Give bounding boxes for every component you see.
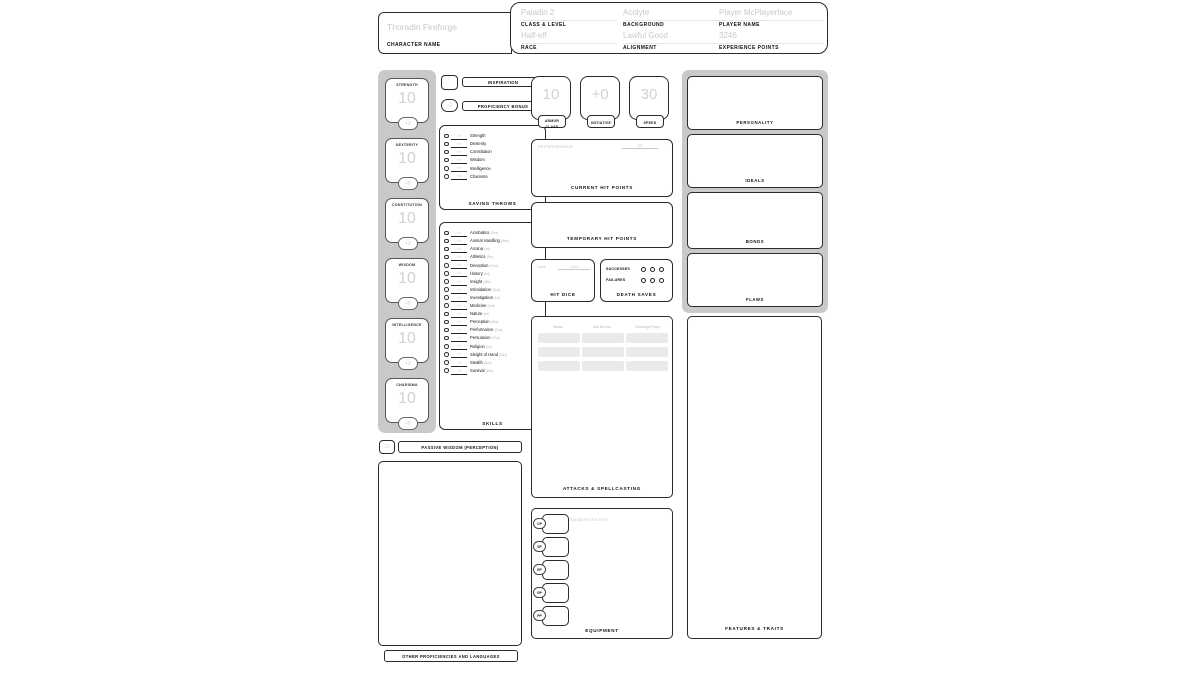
death-save-success-circle[interactable] [641,267,646,272]
saving-throws-section-label: SAVING THROWS [468,201,517,206]
attack-row-name-input[interactable] [538,361,580,371]
ability-constitution-modifier: +0 [398,237,418,250]
skill-name-text: Intimidation [470,286,491,292]
alignment-value: Lawful Good [623,31,668,40]
skill-ability-tag: (Dex) [490,231,499,236]
currency-cp-input[interactable] [542,514,569,534]
currency-ep-label: EP [533,564,546,575]
skill-ability-tag: (Cha) [489,263,498,268]
initiative-value: +0 [591,86,609,103]
skill-modifier: +0 [451,286,467,294]
skill-modifier: +0 [451,342,467,350]
death-save-failure-circle[interactable] [641,278,646,283]
proficiency-dot-icon[interactable] [444,287,449,292]
skill-name-text: Insight [470,278,483,284]
skill-modifier: +0 [451,237,467,245]
proficiency-dot-icon[interactable] [444,134,449,139]
death-saves-successes-label: SUCCESSES [606,267,630,271]
skill-modifier: +0 [451,350,467,358]
temporary-hit-points-label: TEMPORARY HIT POINTS [566,236,638,241]
saving-throw-charisma-label: Charisma [470,173,488,179]
armor-class-label: ARMOR CLASS [538,115,566,128]
skill-modifier: +0 [451,245,467,253]
ability-scores-column [378,70,436,433]
ability-strength-modifier: +0 [398,117,418,130]
skill-row[interactable] [440,326,545,334]
speed-value: 30 [640,86,658,103]
current-hit-points-panel[interactable] [531,139,673,197]
proficiency-dot-icon[interactable] [444,328,449,333]
ability-charisma-modifier: +0 [398,417,418,430]
saving-throw-intelligence-mod: +0 [451,164,467,172]
death-save-success-circle[interactable] [659,267,664,272]
skill-name [470,311,489,316]
initiative-label: INITIATIVE [587,115,615,128]
header-info-panel [510,2,828,54]
death-saves-panel [600,259,673,302]
skill-ability-tag: (Dex) [483,360,492,365]
currency-ep-input[interactable] [542,560,569,580]
equipment-panel [531,508,673,639]
skill-name [470,360,492,365]
skill-ability-tag: (Cha) [491,336,500,341]
skill-name [470,254,493,259]
skill-row[interactable] [440,286,545,294]
ability-intelligence[interactable] [385,318,429,367]
currency-gp-input[interactable] [542,583,569,603]
death-save-failure-circle[interactable] [659,278,664,283]
saving-throw-constitution-mod: +0 [451,148,467,156]
attack-row-damage-input[interactable] [626,347,668,357]
skill-name-text: Religion [470,343,485,349]
proficiency-dot-icon[interactable] [444,295,449,300]
skill-modifier: +0 [451,269,467,277]
ability-charisma[interactable] [385,378,429,427]
field-experience-points[interactable] [719,32,823,51]
armor-class-value: 10 [542,86,560,103]
saving-throw-row[interactable] [440,148,545,156]
proficiency-dot-icon[interactable] [444,303,449,308]
skill-row[interactable] [440,367,545,375]
ability-dexterity-modifier: +0 [398,177,418,190]
saving-throw-dexterity-label: Dexterity [470,141,487,147]
attack-row-atk-bonus-input[interactable] [582,347,624,357]
other-proficiencies-label: OTHER PROFICIENCIES AND LANGUAGES [384,650,518,662]
skill-modifier: +0 [451,253,467,261]
skill-row[interactable] [440,229,545,237]
proficiency-bonus-label: PROFICIENCY BONUS [462,101,544,111]
saving-throw-row[interactable] [440,164,545,172]
field-class-level[interactable] [521,9,617,28]
armor-class-box[interactable] [531,76,571,129]
ability-strength-score[interactable]: 10 [398,90,416,107]
proficiency-dot-icon[interactable] [444,320,449,325]
skill-ability-tag: (Wis) [500,239,509,244]
proficiency-dot-icon[interactable] [444,166,449,171]
passive-perception-value[interactable]: 10 [379,440,395,454]
skill-name-text: Stealth [470,359,483,365]
saving-throw-constitution-label: Constitution [470,149,492,155]
skill-modifier: +0 [451,310,467,318]
ability-dexterity[interactable] [385,138,429,187]
skill-name-text: Sleight of Hand [470,351,498,357]
proficiency-dot-icon[interactable] [444,150,449,155]
trait-ideals[interactable] [687,134,823,188]
ability-strength[interactable] [385,78,429,127]
skill-name [470,327,503,332]
proficiency-dot-icon[interactable] [444,142,449,147]
currency-pp-label: PP [533,610,546,621]
current-hit-points-label: CURRENT HIT POINTS [570,185,634,190]
proficiency-dot-icon[interactable] [444,263,449,268]
race-label: RACE [521,43,617,51]
attack-row-damage-input[interactable] [626,361,668,371]
temporary-hit-points-panel[interactable] [531,202,673,248]
field-alignment[interactable] [623,32,719,51]
skill-name [470,352,507,357]
attacks-spellcasting-label: ATTACKS & SPELLCASTING [562,486,641,491]
skill-name [470,344,492,349]
character-name-value: Thoradin Fireforge [387,22,457,32]
skill-name-text: Acrobatics [470,230,490,236]
trait-bonds-label: BONDS [745,239,765,244]
proficiency-dot-icon[interactable] [444,279,449,284]
ability-intelligence-score[interactable]: 10 [398,330,416,347]
character-sheet [374,0,832,672]
inspiration-label: INSPIRATION [462,77,544,87]
skill-modifier: +0 [451,278,467,286]
skill-name-text: Medicine [470,303,487,309]
skill-name-text: Deception [470,262,489,268]
class-level-value: Paladin 2 [521,8,555,17]
proficiency-dot-icon[interactable] [444,174,449,179]
background-label: BACKGROUND [623,20,719,28]
alignment-label: ALIGNMENT [623,43,719,51]
skill-row[interactable] [440,318,545,326]
skill-ability-tag: (Int) [483,312,490,317]
ability-charisma-score[interactable]: 10 [398,390,416,407]
death-saves-failures-label: FAILURES [606,278,626,282]
saving-throw-row[interactable] [440,140,545,148]
proficiency-dot-icon[interactable] [444,344,449,349]
trait-personality[interactable] [687,76,823,130]
skills-panel [439,222,546,430]
skill-ability-tag: (Int) [484,247,490,252]
attacks-column-atk-bonus: Atk Bonus [592,324,612,329]
skill-ability-tag: (Int) [494,295,501,300]
skill-row[interactable] [440,261,545,269]
skill-row[interactable] [440,359,545,367]
proficiency-bonus-value[interactable]: +2 [441,99,458,112]
skill-row[interactable] [440,237,545,245]
proficiency-dot-icon[interactable] [444,352,449,357]
skill-ability-tag: (Wis) [485,368,494,373]
hit-dice-total-label: Total [537,264,546,269]
attack-row-atk-bonus-input[interactable] [582,361,624,371]
proficiency-dot-icon[interactable] [444,231,449,236]
skill-row[interactable] [440,350,545,358]
skill-name [470,230,498,235]
attack-row-name-input[interactable] [538,333,580,343]
ability-constitution-score[interactable]: 10 [398,210,416,227]
character-name-field[interactable] [378,12,512,54]
skill-ability-tag: (Int) [483,271,490,276]
skill-modifier: +0 [451,318,467,326]
character-name-label: CHARACTER NAME [387,42,441,48]
hit-point-maximum-value[interactable]: 12 [622,143,658,149]
proficiency-dot-icon[interactable] [444,368,449,373]
skill-name [470,319,498,324]
features-and-traits-label: FEATURES & TRAITS [725,626,784,631]
ability-wisdom-modifier: +0 [398,297,418,310]
trait-flaws[interactable] [687,253,823,307]
skill-row[interactable] [440,245,545,253]
equipment-placeholder: Equipment list here [570,517,608,522]
ability-constitution-label: CONSTITUTION [392,203,422,207]
skill-name-text: Animal Handling [470,238,500,244]
saving-throw-row[interactable] [440,172,545,180]
skill-name [470,287,500,292]
passive-perception-label: PASSIVE WISDOM (PERCEPTION) [398,441,522,453]
other-proficiencies-panel[interactable] [378,461,522,646]
skill-row[interactable] [440,334,545,342]
attack-row-atk-bonus-input[interactable] [582,333,624,343]
skill-ability-tag: (Wis) [487,304,496,309]
skill-row[interactable] [440,342,545,350]
skill-name-text: Persuasion [470,335,491,341]
proficiency-dot-icon[interactable] [444,271,449,276]
skill-modifier: +0 [451,326,467,334]
skill-row[interactable] [440,310,545,318]
currency-sp-input[interactable] [542,537,569,557]
skill-ability-tag: (Dex) [499,352,508,357]
speed-label: SPEED [636,115,664,128]
skill-name [470,295,500,300]
background-value: Acolyte [623,8,650,17]
skill-modifier: +0 [451,359,467,367]
experience-points-value: 3246 [719,31,737,40]
skill-modifier: +0 [451,261,467,269]
field-race[interactable] [521,32,617,51]
saving-throw-strength-label: Strength [470,133,486,139]
skill-modifier: +0 [451,229,467,237]
skill-name-text: Survival [470,367,485,373]
skill-modifier: +0 [451,334,467,342]
experience-points-label: EXPERIENCE POINTS [719,43,823,51]
saving-throw-intelligence-label: Intelligence [470,165,491,171]
trait-personality-label: PERSONALITY [736,120,774,125]
saving-throw-wisdom-mod: +0 [451,156,467,164]
skill-modifier: +0 [451,367,467,375]
skill-row[interactable] [440,253,545,261]
proficiency-dot-icon[interactable] [444,336,449,341]
skill-modifier: +0 [451,294,467,302]
race-value: Half-elf [521,31,547,40]
field-player-name[interactable] [719,9,823,28]
skill-name [470,335,500,340]
attacks-spellcasting-panel [531,316,673,498]
skill-name [470,368,493,373]
hit-dice-total-value[interactable]: 2d10 [558,264,590,270]
skill-name [470,263,498,268]
currency-gp-label: GP [533,587,546,598]
skill-name-text: History [470,270,483,276]
features-and-traits-panel[interactable] [687,316,822,639]
ability-wisdom-score[interactable]: 10 [398,270,416,287]
equipment-label: EQUIPMENT [585,628,619,633]
ability-wisdom-label: WISDOM [398,263,416,267]
skill-name-text: Arcana [470,246,483,252]
hit-dice-panel[interactable] [531,259,595,302]
skill-name [470,246,490,251]
skill-ability-tag: (Wis) [483,279,491,284]
saving-throw-dexterity-mod: +0 [451,140,467,148]
skill-name [470,279,491,284]
skill-ability-tag: (Int) [485,344,492,349]
saving-throw-row[interactable] [440,156,545,164]
ability-strength-label: STRENGTH [396,83,418,87]
hit-dice-label: HIT DICE [550,292,576,297]
ability-dexterity-score[interactable]: 10 [398,150,416,167]
skill-ability-tag: (Wis) [490,320,499,325]
currency-sp-label: SP [533,541,546,552]
skills-section-label: SKILLS [482,421,503,426]
skill-name-text: Performance [470,327,494,333]
ability-charisma-label: CHARISMA [396,383,418,387]
proficiency-dot-icon[interactable] [444,255,449,260]
skill-name-text: Athletics [470,254,486,260]
skill-name [470,303,495,308]
proficiency-dot-icon[interactable] [444,247,449,252]
proficiency-dot-icon[interactable] [444,360,449,365]
skill-row[interactable] [440,302,545,310]
ability-dexterity-label: DEXTERITY [395,143,419,147]
player-name-label: PLAYER NAME [719,20,823,28]
ability-intelligence-label: INTELLIGENCE [392,323,422,327]
skill-name-text: Perception [470,319,490,325]
proficiency-dot-icon[interactable] [444,158,449,163]
ability-intelligence-modifier: +0 [398,357,418,370]
attacks-column-name: Name [552,324,564,329]
skill-name-text: Nature [470,311,483,317]
skill-modifier: +0 [451,302,467,310]
initiative-box[interactable] [580,76,620,125]
skill-row[interactable] [440,269,545,277]
death-save-success-circle[interactable] [650,267,655,272]
saving-throw-strength-mod: +0 [451,132,467,140]
hit-point-maximum-label: Hit Point Maximum [538,144,574,149]
skill-name [470,238,509,243]
saving-throw-charisma-mod: +0 [451,172,467,180]
saving-throws-panel [439,125,546,210]
inspiration-checkbox[interactable] [441,75,458,90]
death-save-failure-circle[interactable] [650,278,655,283]
currency-cp-label: CP [533,518,546,529]
skill-ability-tag: (Cha) [492,287,501,292]
field-background[interactable] [623,9,719,28]
player-name-value: Player McPlayerface [719,8,793,17]
ability-constitution[interactable] [385,198,429,247]
character-traits-column [682,70,828,313]
currency-pp-input[interactable] [542,606,569,626]
proficiency-dot-icon[interactable] [444,239,449,244]
skill-row[interactable] [440,294,545,302]
class-level-label: CLASS & LEVEL [521,20,617,28]
ability-wisdom[interactable] [385,258,429,307]
attack-row-name-input[interactable] [538,347,580,357]
skill-ability-tag: (Cha) [494,328,503,333]
death-saves-label: DEATH SAVES [616,292,657,297]
trait-ideals-label: IDEALS [745,178,765,183]
skill-name-text: Investigation [470,294,493,300]
skill-ability-tag: (Str) [486,255,494,260]
trait-bonds[interactable] [687,192,823,249]
attack-row-damage-input[interactable] [626,333,668,343]
saving-throw-row[interactable] [440,132,545,140]
attacks-column-damage-type: Damage/Type [635,324,661,329]
skill-name [470,271,490,276]
speed-box[interactable] [629,76,669,125]
trait-flaws-label: FLAWS [745,297,765,302]
skill-row[interactable] [440,278,545,286]
saving-throw-wisdom-label: Wisdom [470,157,485,163]
proficiency-dot-icon[interactable] [444,312,449,317]
